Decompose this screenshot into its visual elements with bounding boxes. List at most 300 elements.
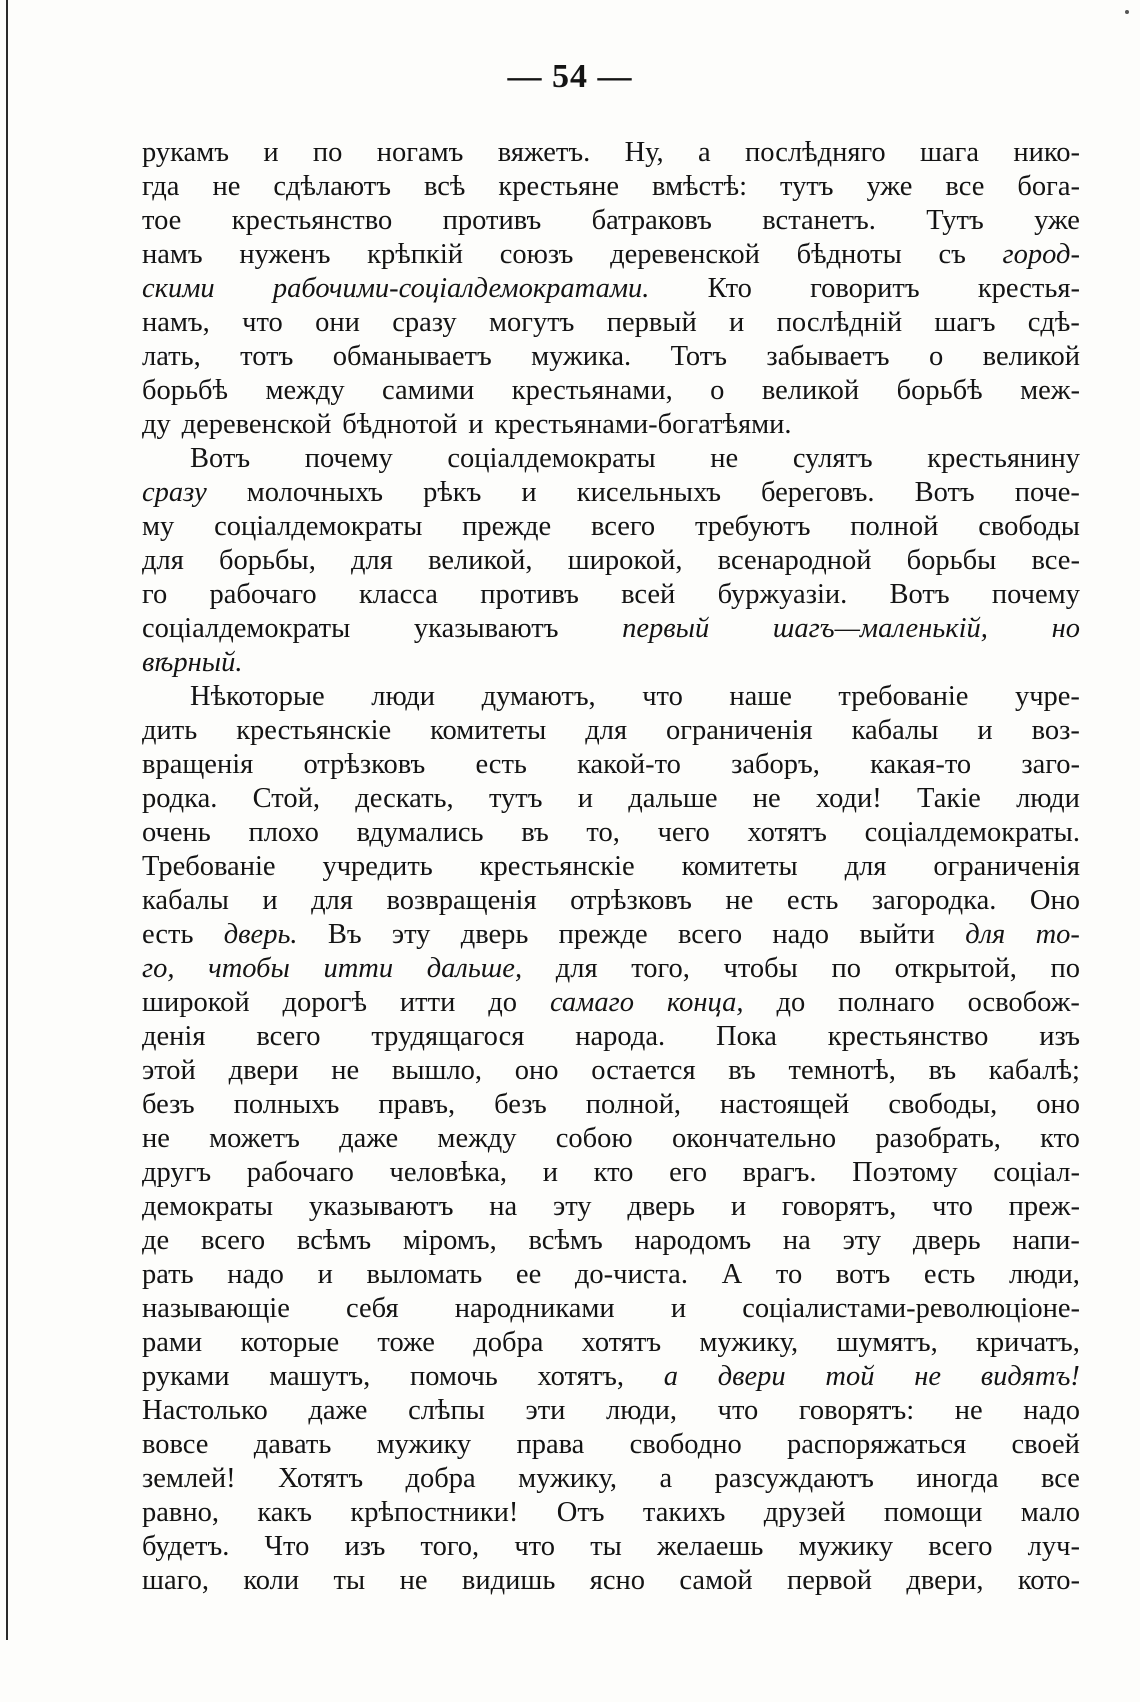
word: лать,	[142, 341, 201, 372]
text-line	[142, 238, 1080, 272]
word: рабочаго	[246, 1157, 354, 1188]
word: не	[914, 1361, 942, 1392]
word: Въ	[327, 919, 362, 950]
word: великой,	[428, 545, 533, 576]
word: крестьянство	[827, 1021, 989, 1052]
word: шагъ—маленькій,	[772, 613, 988, 644]
word: Такіе	[917, 783, 981, 814]
word: оно	[1036, 1089, 1080, 1120]
word: де	[142, 1225, 170, 1256]
word: крѣпкій	[367, 239, 463, 270]
text-line	[142, 1190, 1080, 1224]
word: луч-	[1027, 1531, 1080, 1562]
word: А	[721, 1259, 743, 1290]
word: молочныхъ	[246, 477, 384, 508]
word: соціалдемократы.	[864, 817, 1080, 848]
word: учредить	[322, 851, 433, 882]
word: бѣдноты	[796, 239, 902, 270]
word: безъ	[494, 1089, 547, 1120]
word: полнаго	[838, 987, 935, 1018]
word: противъ	[442, 205, 542, 236]
word: послѣдній	[776, 307, 903, 338]
text-line	[142, 1054, 1080, 1088]
word: ты	[590, 1531, 622, 1562]
word: Пока	[716, 1021, 777, 1052]
word: коли	[243, 1565, 300, 1596]
word: оно	[514, 1055, 559, 1086]
left-margin-rule	[6, 0, 8, 1640]
word: и	[730, 1191, 747, 1222]
word: машутъ,	[269, 1361, 371, 1392]
word: говорятъ,	[781, 1191, 897, 1222]
word: видятъ!	[980, 1361, 1080, 1392]
word: бога-	[1017, 171, 1080, 202]
word: какой-то	[577, 749, 681, 780]
word: конца,	[666, 987, 744, 1018]
word: кричатъ,	[975, 1327, 1080, 1358]
word: всѣмъ	[296, 1225, 372, 1256]
word: есть	[923, 1259, 976, 1290]
text-line	[142, 1020, 1080, 1054]
word: всѣмъ	[528, 1225, 603, 1256]
word: полной,	[585, 1089, 681, 1120]
word: комитеты	[681, 851, 798, 882]
word: кабалы	[142, 885, 229, 916]
word: руками	[142, 1361, 230, 1392]
word: чтобы	[723, 953, 798, 984]
word: и	[577, 783, 593, 814]
word: свободно	[629, 1429, 742, 1460]
word: до	[488, 987, 518, 1018]
word: надо	[227, 1259, 284, 1290]
word: плохо	[248, 817, 319, 848]
text-line	[142, 170, 1080, 204]
word: загородка.	[871, 885, 997, 916]
word: шагъ	[934, 307, 996, 338]
word: противъ	[480, 579, 579, 610]
word: на	[782, 1225, 811, 1256]
word: думаютъ,	[481, 681, 596, 712]
text-line	[142, 272, 1080, 306]
word: двери	[717, 1361, 786, 1392]
word: а	[659, 1463, 673, 1494]
word: гда	[142, 171, 180, 202]
word: широкой	[142, 987, 250, 1018]
text-line	[142, 1088, 1080, 1122]
word: и	[468, 409, 484, 440]
word: выйти	[859, 919, 935, 950]
word: Что	[264, 1531, 310, 1562]
text-line	[142, 1326, 1080, 1360]
word: Оно	[1029, 885, 1080, 916]
word: что	[514, 1531, 556, 1562]
word: добра	[473, 1327, 544, 1358]
word: изъ	[344, 1531, 386, 1562]
word: видишь	[461, 1565, 556, 1596]
word: заго-	[1021, 749, 1080, 780]
word: денія	[142, 1021, 206, 1052]
word: дальше,	[426, 953, 523, 984]
text-line	[142, 782, 1080, 816]
word: чего	[657, 817, 710, 848]
word: ногамъ	[376, 137, 464, 168]
word: шага	[920, 137, 979, 168]
word: обманываетъ	[332, 341, 492, 372]
word: родка.	[142, 783, 218, 814]
word: свободы	[978, 511, 1080, 542]
word: что	[242, 307, 283, 338]
word: кабалы	[851, 715, 939, 746]
word: до	[776, 987, 806, 1018]
word: город-	[1002, 239, 1080, 270]
word: почему	[304, 443, 393, 474]
word: есть	[142, 919, 194, 950]
word: первый	[606, 307, 697, 338]
word: эти	[525, 1395, 566, 1426]
text-line	[142, 1292, 1080, 1326]
word: своей	[1011, 1429, 1080, 1460]
word: го	[142, 579, 168, 610]
word: борьбѣ	[142, 375, 228, 406]
text-line	[142, 986, 1080, 1020]
word: шумятъ,	[836, 1327, 938, 1358]
text-line	[142, 510, 1080, 544]
word: человѣка,	[389, 1157, 508, 1188]
word: Ну,	[624, 137, 664, 168]
word: не	[399, 1565, 428, 1596]
word: выломать	[366, 1259, 483, 1290]
word: и	[521, 477, 537, 508]
word: крестьянами-богатѣями.	[494, 409, 792, 440]
word: себя	[346, 1293, 399, 1324]
word: тутъ	[488, 783, 543, 814]
word: послѣдняго	[745, 137, 886, 168]
word: отрѣзковъ	[303, 749, 426, 780]
word: мало	[1020, 1497, 1080, 1528]
word: хотятъ	[581, 1327, 662, 1358]
word: все	[1040, 1463, 1080, 1494]
text-line	[142, 1428, 1080, 1462]
word: Поэтому	[852, 1157, 958, 1188]
word: и	[729, 307, 745, 338]
word: дорогѣ	[282, 987, 367, 1018]
word: что	[932, 1191, 973, 1222]
word: нико-	[1013, 137, 1080, 168]
word: соціалдемократы	[142, 613, 351, 644]
word: воз-	[1031, 715, 1080, 746]
word: дверь	[627, 1191, 696, 1222]
word: наше	[729, 681, 792, 712]
word: хотятъ	[747, 817, 827, 848]
word: распоряжаться	[787, 1429, 967, 1460]
word: союзъ	[499, 239, 574, 270]
text-line	[142, 544, 1080, 578]
word: тое	[142, 205, 182, 236]
word: вѣрный.	[142, 647, 243, 678]
word: широкой,	[567, 545, 683, 576]
word: люди	[371, 681, 436, 712]
text-line	[142, 816, 1080, 850]
word: могутъ	[488, 307, 575, 338]
word: на	[489, 1191, 518, 1222]
word: мужику,	[518, 1463, 617, 1494]
word: крестьяне	[498, 171, 619, 202]
word: требованіе	[838, 681, 969, 712]
word: первой	[787, 1565, 872, 1596]
word: прежде	[558, 919, 648, 950]
word: ее	[515, 1259, 542, 1290]
word: въ	[521, 817, 549, 848]
word: дверь	[912, 1225, 981, 1256]
word: и	[317, 1259, 333, 1290]
text-line	[142, 1496, 1080, 1530]
word: мужика.	[531, 341, 632, 372]
word: крестья-	[977, 273, 1080, 304]
page-number: — 54 —	[507, 58, 633, 95]
word: кисельныхъ	[576, 477, 721, 508]
word: хотятъ,	[537, 1361, 625, 1392]
word: намъ	[142, 239, 203, 270]
word: мужику	[376, 1429, 472, 1460]
word: прежде	[462, 511, 552, 542]
word: кто	[1040, 1123, 1080, 1154]
text-line	[142, 306, 1080, 340]
word: кабалѣ;	[988, 1055, 1080, 1086]
word: эту	[552, 1191, 592, 1222]
word: тотъ	[240, 341, 294, 372]
word: намъ,	[142, 307, 210, 338]
word: двери	[228, 1055, 299, 1086]
text-line	[142, 884, 1080, 918]
text-line	[142, 646, 1080, 680]
word: итти	[323, 953, 394, 984]
word: все-	[1031, 545, 1080, 576]
word: темнотѣ,	[788, 1055, 896, 1086]
word: рукамъ	[142, 137, 229, 168]
word: ограниченія	[666, 715, 813, 746]
word: для	[844, 851, 887, 882]
word: соціалдемократы	[214, 511, 423, 542]
word: до-чиста.	[574, 1259, 688, 1290]
word: мужику	[798, 1531, 894, 1562]
word: есть	[475, 749, 527, 780]
word: нуженъ	[239, 239, 331, 270]
word: даже	[339, 1123, 399, 1154]
word: желаешь	[656, 1531, 764, 1562]
word: по	[312, 137, 343, 168]
word: вышло,	[391, 1055, 483, 1086]
word: что	[642, 681, 683, 712]
word: разсуждаютъ	[714, 1463, 874, 1494]
word: въ	[928, 1055, 957, 1086]
word: вмѣстѣ:	[652, 171, 747, 202]
body-text	[142, 136, 1080, 1598]
word: не	[212, 171, 241, 202]
word: не	[954, 1395, 983, 1426]
word: разобрать,	[875, 1123, 1001, 1154]
word: даже	[308, 1395, 368, 1426]
word: люди,	[606, 1395, 677, 1426]
word: сдѣ-	[1027, 307, 1080, 338]
word: есть	[786, 885, 839, 916]
word: Вотъ	[190, 443, 251, 474]
word: требуютъ	[694, 511, 811, 542]
word: врагъ.	[742, 1157, 817, 1188]
word: а	[663, 1361, 679, 1392]
word: дить	[142, 715, 198, 746]
text-line	[142, 1530, 1080, 1564]
word: народомъ	[634, 1225, 752, 1256]
word: этой	[142, 1055, 196, 1086]
word: крѣпостники!	[350, 1497, 519, 1528]
word: дверь	[460, 919, 529, 950]
word: но	[1051, 613, 1080, 644]
word: не	[142, 1123, 170, 1154]
text-line	[142, 374, 1080, 408]
word: не	[331, 1055, 360, 1086]
text-line	[142, 850, 1080, 884]
word: то,	[586, 817, 620, 848]
word: ходи!	[815, 783, 882, 814]
word: вовсе	[142, 1429, 209, 1460]
word: о	[710, 375, 725, 406]
word: комитеты	[430, 715, 547, 746]
word: какъ	[257, 1497, 313, 1528]
word: указываютъ	[413, 613, 559, 644]
word: поче-	[1014, 477, 1080, 508]
text-line	[142, 476, 1080, 510]
word: преж-	[1008, 1191, 1080, 1222]
word: береговъ.	[761, 477, 875, 508]
word: Тутъ	[926, 205, 984, 236]
word: забываетъ	[766, 341, 890, 372]
word: Требованіе	[142, 851, 276, 882]
word: изъ	[1039, 1021, 1080, 1052]
word: міромъ,	[402, 1225, 497, 1256]
word: кото-	[1017, 1565, 1080, 1596]
word: люди	[1016, 783, 1080, 814]
word: почему	[991, 579, 1080, 610]
word: и	[977, 715, 993, 746]
word: будетъ.	[142, 1531, 230, 1562]
word: учре-	[1014, 681, 1080, 712]
word: всей	[621, 579, 676, 610]
word: которые	[240, 1327, 340, 1358]
word: соціал-	[993, 1157, 1080, 1188]
word: землей!	[142, 1463, 236, 1494]
word: му	[142, 511, 175, 542]
word: слѣпы	[408, 1395, 485, 1426]
word: а	[698, 137, 711, 168]
word: скими	[142, 273, 215, 304]
text-line	[142, 612, 1080, 646]
word: Стой,	[252, 783, 320, 814]
word: о	[928, 341, 944, 372]
word: между	[265, 375, 345, 406]
word: безъ	[142, 1089, 195, 1120]
word: между	[437, 1123, 517, 1154]
word: дальше	[628, 783, 718, 814]
word: окончательно	[671, 1123, 837, 1154]
word: настоящей	[720, 1089, 850, 1120]
word: самаго	[549, 987, 634, 1018]
word: ясно	[589, 1565, 645, 1596]
word: того,	[631, 953, 690, 984]
text-line	[142, 204, 1080, 238]
text-line	[142, 680, 1080, 714]
word: указываютъ	[308, 1191, 454, 1222]
word: итти	[399, 987, 456, 1018]
word: бѣднотой	[342, 409, 458, 440]
word: можетъ	[209, 1123, 300, 1154]
word: сулятъ	[792, 443, 873, 474]
word: отрѣзковъ	[570, 885, 692, 916]
word: ограниченія	[933, 851, 1080, 882]
word: и	[670, 1293, 687, 1324]
word: такихъ	[642, 1497, 726, 1528]
word: тутъ	[780, 171, 834, 202]
text-line	[142, 1360, 1080, 1394]
word: самой	[679, 1565, 753, 1596]
word: меж-	[1020, 375, 1080, 406]
text-line	[142, 1564, 1080, 1598]
word: крестьянскіе	[479, 851, 635, 882]
word: двери,	[906, 1565, 984, 1596]
word: рабочими-соціалдемократами.	[272, 273, 650, 304]
word: борьбѣ	[896, 375, 983, 406]
word: всего	[928, 1531, 993, 1562]
word: его	[669, 1157, 707, 1188]
text-line	[142, 442, 1080, 476]
word: возвращенія	[386, 885, 537, 916]
word: всего	[256, 1021, 321, 1052]
word: открытой,	[894, 953, 1017, 984]
word: всенародной	[717, 545, 872, 576]
word: правъ,	[378, 1089, 456, 1120]
word: соціалистами-революціоне-	[742, 1293, 1080, 1324]
word: великой	[761, 375, 860, 406]
word: они	[315, 307, 360, 338]
word: говоритъ	[810, 273, 920, 304]
word: то-	[1035, 919, 1080, 950]
text-line	[142, 918, 1080, 952]
word: Тотъ	[670, 341, 727, 372]
word: напи-	[1012, 1225, 1080, 1256]
text-line	[142, 1258, 1080, 1292]
word: эту	[842, 1225, 882, 1256]
word: народниками	[454, 1293, 615, 1324]
word: говорятъ:	[798, 1395, 915, 1426]
word: надо	[1023, 1395, 1080, 1426]
word: всего	[200, 1225, 266, 1256]
word: вращенія	[142, 749, 254, 780]
word: съ	[938, 239, 966, 270]
word: сразу	[392, 307, 457, 338]
corner-speck	[1125, 10, 1129, 14]
text-line	[142, 408, 1080, 442]
word: остается	[591, 1055, 696, 1086]
word: самими	[382, 375, 475, 406]
word: великой	[982, 341, 1080, 372]
word: иногда	[916, 1463, 999, 1494]
word: вяжетъ.	[497, 137, 591, 168]
word: друзей	[763, 1497, 846, 1528]
word: ду	[142, 409, 171, 440]
word: кто	[593, 1157, 634, 1188]
word: мужику,	[699, 1327, 799, 1358]
word: рать	[142, 1259, 194, 1290]
word: вдумались	[356, 817, 484, 848]
